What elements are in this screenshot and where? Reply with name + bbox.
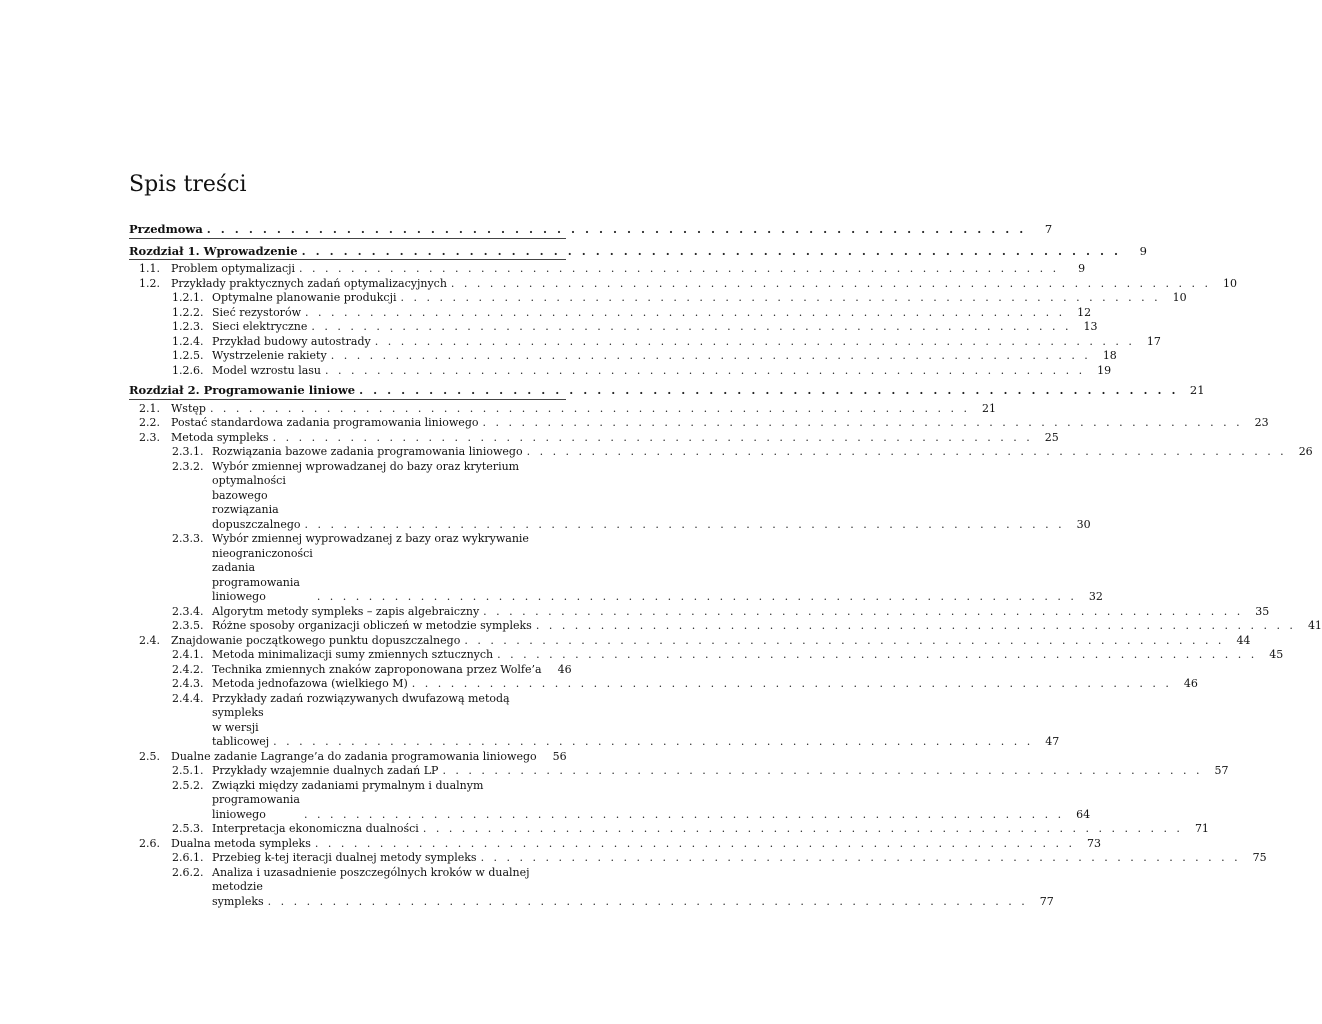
toc-entry-title: Postać standardowa zadania programowania liniowego <box>171 416 479 429</box>
toc-entry-title: metodzie sympleks <box>212 880 264 908</box>
toc-entry-number: 2.5.1. <box>172 764 204 777</box>
toc-dot-leader: . . . . . . . . . . . . . . . . . . . . . . . . . . . . . . . . . . . . . . . . . . . . . . . . . . . . . . . . . . . <box>442 764 1203 777</box>
toc-indent <box>129 866 172 910</box>
toc-entry-number: 2.4.4. <box>172 691 204 705</box>
toc-entry-title: Metoda sympleks <box>171 430 269 444</box>
toc-entry-title: Problem optymalizacji <box>171 262 296 275</box>
toc-dot-leader: . . . . . . . . . . . . . . . . . . . . . . . . . . . . . . . . . . . . . . . . . . . . . . . . . . . . . . . . . . . <box>316 590 1077 603</box>
toc-page-number: 30 <box>1076 517 1091 531</box>
toc-section-entry[interactable] <box>129 262 1086 277</box>
toc-dot-leader: . . . . . . . . . . . . . . . . . . . . . . . . . . . . . . . . . . . . . . . . . . . . . . . . . . . . . . . . . . . <box>299 262 1060 275</box>
toc-entry-number: 2.3.2. <box>172 459 204 473</box>
toc-dot-leader: . . . . . . . . . . . . . . . . . . . . . . . . . . . . . . . . . . . . . . . . . . . . . . . . . . . . . . . . . . . <box>526 445 1287 458</box>
toc-entry-title: Metoda jednofazowa (wielkiego M) <box>212 677 408 690</box>
toc-entry-last-line <box>212 880 1054 909</box>
toc-entry-title: Interpretacja ekonomiczna dualności <box>212 822 419 835</box>
toc-dot-leader: . . . . . . . . . . . . . . . . . . . . . . . . . . . . . . . . . . . . . . . . . . . . . . . . . . . . . . . . . . . <box>483 604 1244 618</box>
toc-entry-title: Dualne zadanie Lagrange’a do zadania programowania liniowego <box>171 749 537 763</box>
toc-page-number: 46 <box>1183 677 1198 690</box>
toc-dot-leader: . . . . . . . . . . . . . . . . . . . . . . . . . . . . . . . . . . . . . . . . . . . . . . . . . . . . . . . . . . . <box>267 894 1028 908</box>
toc-entry-title: Znajdowanie początkowego punktu dopuszczalnego <box>171 633 461 647</box>
toc-entry-number: 1.2.6. <box>172 363 204 377</box>
toc-page-number: 18 <box>1102 349 1117 362</box>
toc-page-number: 57 <box>1214 764 1229 777</box>
toc-entry-body <box>212 532 1103 605</box>
toc-entry-number: 2.3.4. <box>172 604 204 618</box>
toc-subsection-entry[interactable] <box>129 691 1060 750</box>
toc-subsection-entry[interactable] <box>129 445 1313 460</box>
toc-page-number: 19 <box>1097 363 1112 377</box>
toc-section-entry[interactable] <box>129 416 1269 431</box>
toc-page-number: 73 <box>1086 836 1101 850</box>
toc-entry-title: optymalności bazowego rozwiązania dopuszczalnego <box>212 474 301 531</box>
toc-page-number: 46 <box>557 662 572 676</box>
toc-page-number: 10 <box>1223 276 1238 290</box>
toc-entry-number: 2.3.1. <box>172 445 204 458</box>
toc-dot-leader: . . . . . . . . . . . . . . . . . . . . . . . . . . . . . . . . . . . . . . . . . . . . . . . . . . . . . . . . . . . <box>209 401 971 415</box>
toc-dot-leader: . . . . . . . . . . . . . . . . . . . . . . . . . . . . . . . . . . . . . . . . . . . . . . . . . . . . . . . . . . . <box>497 648 1258 661</box>
toc-entry-title: Sieć rezystorów <box>212 305 301 319</box>
toc-subsection-entry[interactable] <box>129 677 1198 692</box>
toc-page-number: 41 <box>1307 619 1322 632</box>
toc-entry-number: 1.2.4. <box>172 334 204 348</box>
toc-entry-title: Wstęp <box>171 401 206 415</box>
toc-entry-title: Model wzrostu lasu <box>212 363 321 377</box>
toc-separator-line <box>129 238 566 239</box>
toc-subsection-entry[interactable] <box>129 334 1161 350</box>
toc-page-number: 9 <box>1139 243 1147 258</box>
toc-entry-number: 1.2.5. <box>172 349 204 362</box>
toc-dot-leader: . . . . . . . . . . . . . . . . . . . . . . . . . . . . . . . . . . . . . . . . . . . . . . . . . . . . . . . . . . . <box>359 383 1179 397</box>
toc-entry-last-line <box>212 474 1091 532</box>
toc-subsection-entry[interactable] <box>129 662 572 678</box>
toc-entry-number: 2.4.3. <box>172 677 204 690</box>
toc-entry-title-line: Wybór zmiennej wprowadzanej do bazy oraz kryterium <box>212 459 520 473</box>
toc-entry-title: Technika zmiennych znaków zaproponowana przez Wolfe’a <box>212 662 542 676</box>
toc-subsection-entry[interactable] <box>129 349 1117 364</box>
toc-section-entry[interactable] <box>129 276 1238 292</box>
toc-page-number: 21 <box>982 401 997 415</box>
toc-entry-title: Dualna metoda sympleks <box>171 836 311 850</box>
toc-entry-number: 2.3.3. <box>172 532 204 545</box>
toc-page-number: 32 <box>1088 590 1103 603</box>
toc-entry-number: 2.3. <box>139 430 160 444</box>
toc-section-entry[interactable] <box>129 430 1059 446</box>
toc-page-number: 12 <box>1077 305 1092 319</box>
toc-entry-title: Przykłady praktycznych zadań optymalizacyjnych <box>171 276 447 290</box>
toc-entry-body <box>212 866 1054 910</box>
toc-dot-leader: . . . . . . . . . . . . . . . . . . . . . . . . . . . . . . . . . . . . . . . . . . . . . . . . . . . . . . . . . . . <box>272 430 1033 444</box>
toc-entry-number: 2.4.1. <box>172 648 204 661</box>
toc-subsection-entry[interactable] <box>129 604 1270 620</box>
toc-entry-body <box>212 692 1059 750</box>
toc-dot-leader: . . . . . . . . . . . . . . . . . . . . . . . . . . . . . . . . . . . . . . . . . . . . . . . . . . . . . . . . . . . <box>411 677 1172 690</box>
toc-page-number: 64 <box>1076 807 1091 821</box>
toc-subsection-entry[interactable] <box>129 532 1103 605</box>
toc-subsection-entry[interactable] <box>129 291 1187 306</box>
toc-entry-body <box>212 779 1090 823</box>
toc-section-entry[interactable] <box>129 633 1251 649</box>
toc-entry-title: Różne sposoby organizacji obliczeń w metodzie sympleks <box>212 619 532 632</box>
toc-entry-title: Przykład budowy autostrady <box>212 334 371 348</box>
toc-subsection-entry[interactable] <box>129 865 1054 910</box>
toc-entry-title: nieograniczoności zadania programowania liniowego <box>212 546 313 603</box>
toc-subsection-entry[interactable] <box>129 619 1322 634</box>
toc-entry-number: 1.2. <box>139 276 160 290</box>
toc-indent <box>129 460 172 533</box>
toc-entry-number: 2.1. <box>139 401 160 415</box>
toc-dot-leader: . . . . . . . . . . . . . . . . . . . . . . . . . . . . . . . . . . . . . . . . . . . . . . . . . . . . . . . . . . . <box>450 276 1212 290</box>
toc-subsection-entry[interactable] <box>129 648 1284 663</box>
toc-dot-leader: . . . . . . . . . . . . . . . . . . . . . . . . . . . . . . . . . . . . . . . . . . . . . . . . . . . . . . . . . . . <box>314 836 1075 850</box>
toc-page-number: 10 <box>1172 291 1187 304</box>
table-of-contents <box>129 222 1322 909</box>
toc-dot-leader: . . . . . . . . . . . . . . . . . . . . . . . . . . . . . . . . . . . . . . . . . . . . . . . . . . . . . . . . . . . <box>422 822 1183 835</box>
toc-page-number: 44 <box>1236 633 1251 647</box>
toc-dot-leader: . . . . . . . . . . . . . . . . . . . . . . . . . . . . . . . . . . . . . . . . . . . . . . . . . . . . . . . . . . . <box>304 305 1066 319</box>
toc-entry-number: 1.2.1. <box>172 291 204 304</box>
toc-page-number: 17 <box>1146 334 1161 348</box>
toc-entry-number: 2.4.2. <box>172 662 204 676</box>
toc-page-number: 9 <box>1078 262 1086 275</box>
toc-subsection-entry[interactable] <box>129 778 1091 823</box>
toc-page-number: 56 <box>552 749 567 763</box>
toc-entry-title: Przebieg k-tej iteracji dualnej metody sympleks <box>212 851 477 864</box>
toc-page-number: 25 <box>1044 430 1059 444</box>
toc-dot-leader: . . . . . . . . . . . . . . . . . . . . . . . . . . . . . . . . . . . . . . . . . . . . . . . . . . . . . . . . . . . <box>330 349 1091 362</box>
toc-page-number: 13 <box>1083 320 1098 333</box>
toc-dot-leader: . . . . . . . . . . . . . . . . . . . . . . . . . . . . . . . . . . . . . . . . . . . . . . . . . . . . . . . . . . . <box>535 619 1296 632</box>
toc-entry-title: Metoda minimalizacji sumy zmiennych sztucznych <box>212 648 494 661</box>
toc-subsection-entry[interactable] <box>129 459 1091 533</box>
toc-dot-leader: . . . . . . . . . . . . . . . . . . . . . . . . . . . . . . . . . . . . . . . . . . . . . . . . . . . . . . . . . . . <box>304 517 1065 531</box>
toc-entry-title: Algorytm metody sympleks – zapis algebraiczny <box>212 604 480 618</box>
toc-entry-last-line <box>212 793 1090 822</box>
toc-entry-number: 2.6.2. <box>172 865 204 879</box>
page-title: Spis treści <box>129 172 247 197</box>
toc-entry-number: 1.2.2. <box>172 305 204 319</box>
toc-dot-leader: . . . . . . . . . . . . . . . . . . . . . . . . . . . . . . . . . . . . . . . . . . . . . . . . . . . . . . . . . . . <box>273 735 1034 748</box>
toc-entry-title: Przykłady wzajemnie dualnych zadań LP <box>212 764 439 777</box>
toc-entry-title-line: Przykłady zadań rozwiązywanych dwufazową metodą <box>212 691 510 705</box>
toc-entry-title-line: Analiza i uzasadnienie poszczególnych kroków w dualnej <box>212 865 530 879</box>
toc-section-entry[interactable] <box>129 750 566 765</box>
toc-chapter-entry[interactable] <box>129 243 1147 259</box>
toc-entry-number: 1.2.3. <box>172 320 204 333</box>
toc-entry-title-line: Związki między zadaniami prymalnym i dualnym <box>212 778 484 792</box>
toc-entry-number: 2.4. <box>139 633 160 647</box>
toc-entry-title: sympleks w wersji tablicowej <box>212 706 270 748</box>
toc-page-number: 35 <box>1255 604 1270 618</box>
toc-entry-last-line <box>212 706 1059 750</box>
toc-chapter-title: Rozdział 2. Programowanie liniowe <box>129 383 356 397</box>
toc-separator-line <box>129 259 566 260</box>
toc-dot-leader: . . . . . . . . . . . . . . . . . . . . . . . . . . . . . . . . . . . . . . . . . . . . . . . . . . . . . . . . . . . <box>400 291 1161 304</box>
toc-entry-title: Wystrzelenie rakiety <box>212 349 327 362</box>
toc-indent <box>129 779 172 823</box>
toc-entry-number: 2.5.2. <box>172 778 204 792</box>
toc-dot-leader: . . . . . . . . . . . . . . . . . . . . . . . . . . . . . . . . . . . . . . . . . . . . . . . . . . . . . . . . . . . <box>374 334 1135 348</box>
toc-subsection-entry[interactable] <box>129 320 1098 335</box>
toc-page-number: 75 <box>1252 851 1267 864</box>
toc-chapter-title: Przedmowa <box>129 222 203 236</box>
toc-entry-number: 2.6.1. <box>172 851 204 864</box>
toc-entry-title-line: Wybór zmiennej wyprowadzanej z bazy oraz wykrywanie <box>212 532 529 545</box>
toc-dot-leader: . . . . . . . . . . . . . . . . . . . . . . . . . . . . . . . . . . . . . . . . . . . . . . . . . . . . . . . . . . . <box>311 320 1072 333</box>
toc-entry-body <box>212 460 1091 533</box>
toc-entry-number: 1.1. <box>139 262 160 275</box>
toc-entry-number: 2.2. <box>139 416 160 429</box>
toc-indent <box>129 692 172 750</box>
toc-subsection-entry[interactable] <box>129 363 1112 379</box>
toc-dot-leader: . . . . . . . . . . . . . . . . . . . . . . . . . . . . . . . . . . . . . . . . . . . . . . . . . . . . . . . . . . . <box>301 243 1121 258</box>
toc-dot-leader: . . . . . . . . . . . . . . . . . . . . . . . . . . . . . . . . . . . . . . . . . . . . . . . . . . . . . . . . . . . <box>464 633 1225 647</box>
toc-page-number: 23 <box>1254 416 1269 429</box>
toc-dot-leader: . . . . . . . . . . . . . . . . . . . . . . . . . . . . . . . . . . . . . . . . . . . . . . . . . . . . . . . . . . . <box>480 851 1241 864</box>
toc-chapter-title: Rozdział 1. Wprowadzenie <box>129 243 298 258</box>
toc-subsection-entry[interactable] <box>129 764 1229 779</box>
toc-page-number: 21 <box>1189 383 1205 397</box>
toc-indent <box>129 532 172 605</box>
toc-page-number: 77 <box>1039 894 1054 908</box>
toc-section-entry[interactable] <box>129 836 1101 852</box>
toc-entry-title: programowania liniowego <box>212 793 300 821</box>
toc-subsection-entry[interactable] <box>129 305 1092 321</box>
toc-entry-title: Rozwiązania bazowe zadania programowania liniowego <box>212 445 523 458</box>
toc-entry-title: Optymalne planowanie produkcji <box>212 291 397 304</box>
toc-page-number: 7 <box>1044 222 1053 236</box>
toc-dot-leader: . . . . . . . . . . . . . . . . . . . . . . . . . . . . . . . . . . . . . . . . . . . . . . . . . . . . . . . . . . . <box>206 222 1027 236</box>
toc-page-number: 71 <box>1194 822 1209 835</box>
toc-page-number: 26 <box>1298 445 1313 458</box>
toc-entry-title: Sieci elektryczne <box>212 320 308 333</box>
toc-section-entry[interactable] <box>129 401 997 417</box>
toc-page-number: 45 <box>1269 648 1284 661</box>
toc-subsection-entry[interactable] <box>129 851 1267 866</box>
toc-page-number: 47 <box>1045 735 1060 748</box>
toc-entry-number: 2.5.3. <box>172 822 204 835</box>
toc-entry-number: 2.5. <box>139 749 160 763</box>
toc-entry-number: 2.3.5. <box>172 619 204 632</box>
toc-entry-number: 2.6. <box>139 836 160 850</box>
toc-chapter-entry[interactable] <box>129 383 1205 398</box>
toc-chapter-entry[interactable] <box>129 222 1053 237</box>
toc-separator-line <box>129 399 566 400</box>
toc-entry-last-line <box>212 547 1103 605</box>
toc-subsection-entry[interactable] <box>129 822 1209 837</box>
toc-dot-leader: . . . . . . . . . . . . . . . . . . . . . . . . . . . . . . . . . . . . . . . . . . . . . . . . . . . . . . . . . . . <box>482 416 1243 429</box>
toc-dot-leader: . . . . . . . . . . . . . . . . . . . . . . . . . . . . . . . . . . . . . . . . . . . . . . . . . . . . . . . . . . . <box>303 807 1065 821</box>
toc-dot-leader: . . . . . . . . . . . . . . . . . . . . . . . . . . . . . . . . . . . . . . . . . . . . . . . . . . . . . . . . . . . <box>325 363 1086 377</box>
